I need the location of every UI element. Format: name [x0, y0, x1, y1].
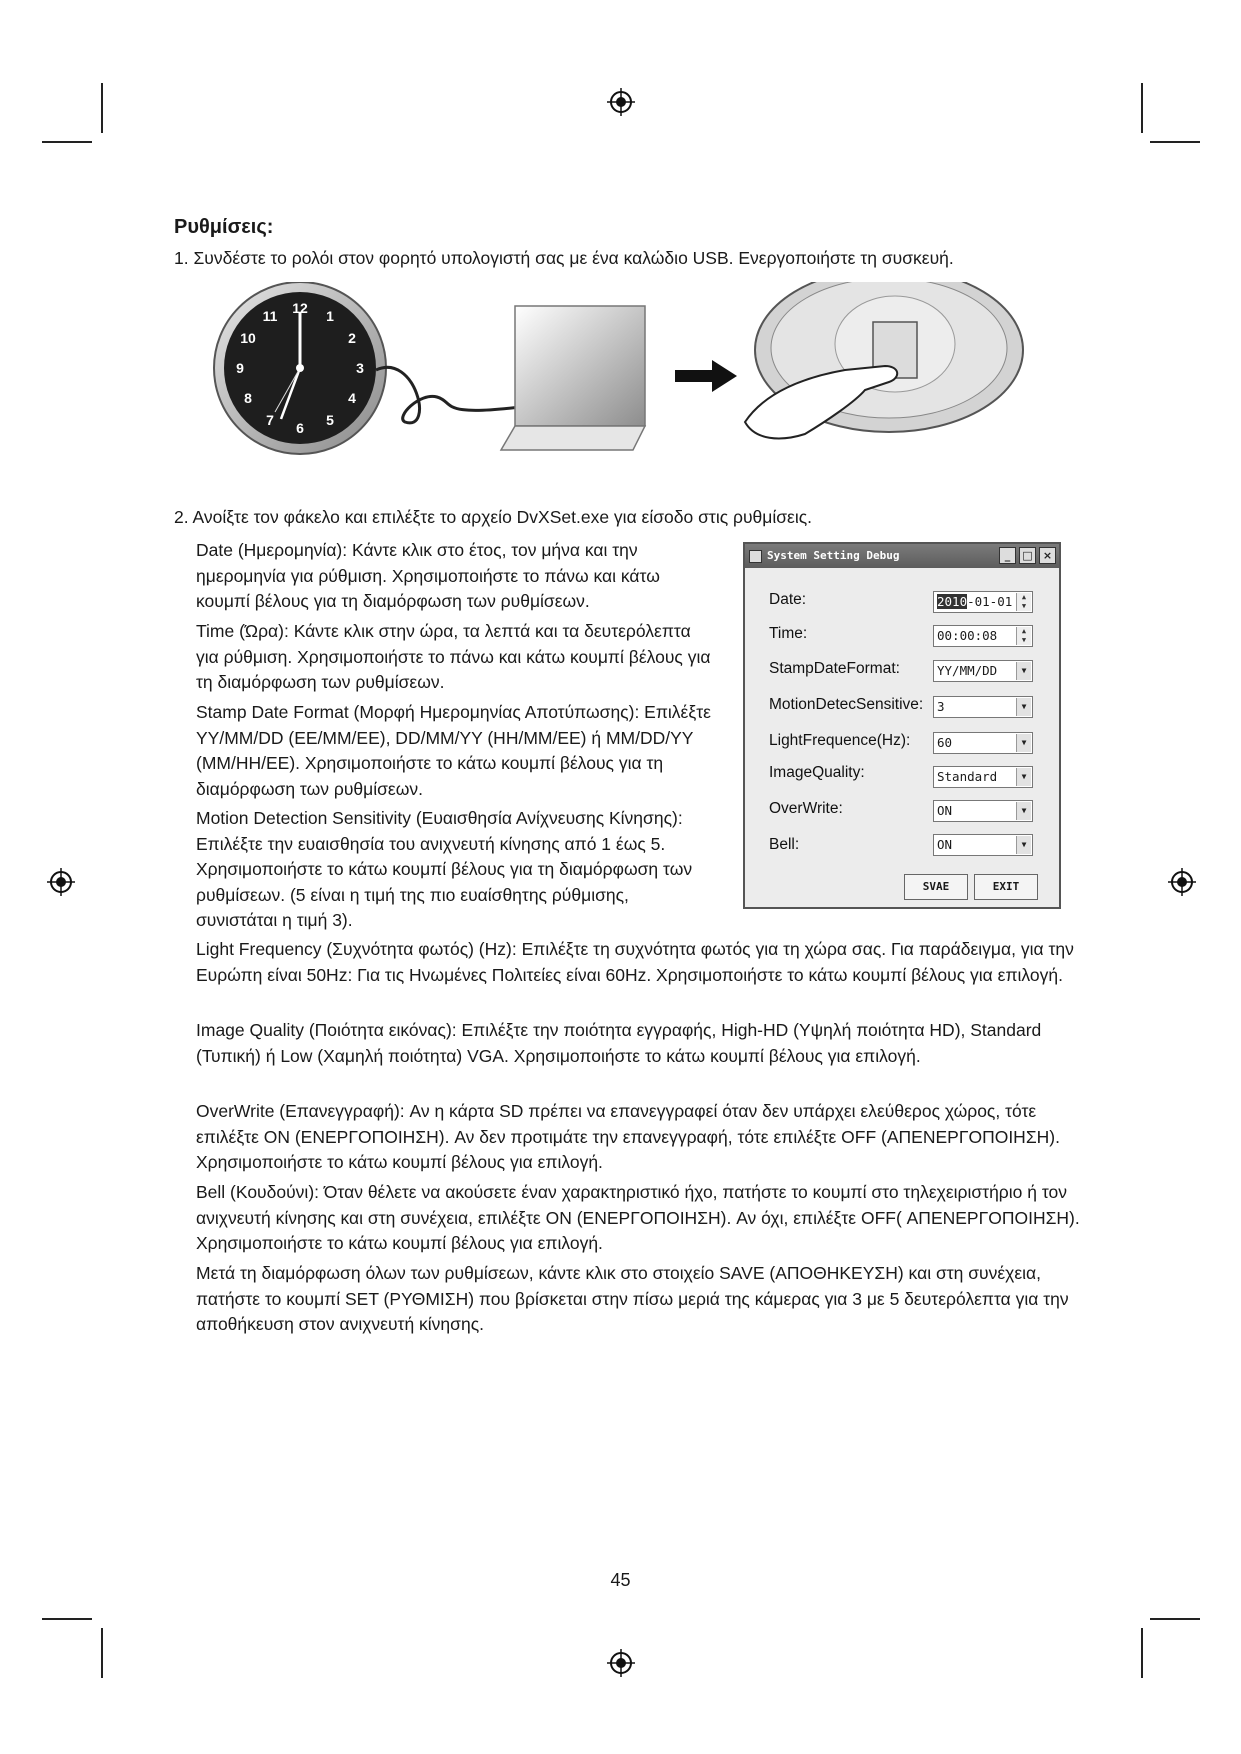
clock-numeral: 3: [356, 360, 364, 376]
crop-mark: [1141, 1628, 1143, 1678]
motion-sensitivity-value: 3: [937, 699, 945, 714]
bell-select[interactable]: [933, 834, 1033, 856]
clock-numeral: 2: [348, 330, 356, 346]
clock-numeral: 11: [262, 308, 278, 324]
time-paragraph: Time (Ώρα): Κάντε κλικ στην ώρα, τα λεπτά και τα δευτερόλεπτα για ρύθμιση. Χρησιμοποιήστε το πάνω και κάτω κουμπί βέλους για τη διαμόρφωση των ρυθμίσεων.: [196, 621, 711, 692]
minimize-button[interactable]: _: [999, 547, 1016, 564]
clock-numeral: 8: [244, 390, 252, 406]
app-icon: [749, 550, 762, 563]
step-1-text: 1. Συνδέστε το ρολόι στον φορητό υπολογιστή σας με ένα καλώδιο USB. Ενεργοποιήστε τη συσκευή.: [174, 248, 954, 268]
clock-numeral: 7: [266, 412, 274, 428]
date-spinner[interactable]: [933, 591, 1033, 613]
light-frequency-label: LightFrequence(Hz):: [769, 732, 911, 749]
stamp-date-format-paragraph: Stamp Date Format (Μορφή Ημερομηνίας Αποτύπωσης): Επιλέξτε YY/MM/DD (EE/MM/EE), DD/MM/YY (HH/MM/EE) ή MM/DD/YY (MM/HH/EE). Χρησιμοποιήστε το κάτω κουμπί βέλους για τη διαμόρφωση των ρυθμίσεων.: [196, 702, 711, 799]
motion-sensitivity-paragraph: Motion Detection Sensitivity (Ευαισθησία Ανίχνευσης Κίνησης): Επιλέξτε την ευαισθησία του ανιχνευτή κίνησης από 1 έως 5. Χρησιμοποιήστε το κάτω κουμπί βέλους για τη διαμόρφωση των ρυθμίσεων. (5 είναι η τιμή της πιο ευαίσθητης ρύθμισης, συνιστάται η τιμή 3).: [196, 808, 693, 930]
save-instructions-paragraph: Μετά τη διαμόρφωση όλων των ρυθμίσεων, κάντε κλικ στο στοιχείο SAVE (ΑΠΟΘΗΚΕΥΣΗ) και στη συνέχεια, πατήστε το κουμπί SET (ΡΥΘΜΙΣΗ) που βρίσκεται στην πίσω μεριά της κάμερας για 3 με 5 δευτερόλεπτα για την αποθήκευση στον ανιχνευτή κίνησης.: [196, 1263, 1069, 1334]
registration-mark-icon: [46, 867, 76, 897]
crop-mark: [1141, 83, 1143, 133]
registration-mark-icon: [1167, 867, 1197, 897]
date-year-selected: 2010: [937, 594, 968, 609]
light-frequency-select[interactable]: [933, 732, 1033, 754]
overwrite-select[interactable]: [933, 800, 1033, 822]
overwrite-label: OverWrite:: [769, 800, 843, 817]
laptop-icon: [501, 306, 645, 450]
clock-numeral: 6: [296, 420, 304, 436]
time-value: 00:00:08: [937, 628, 998, 643]
date-rest: -01-01: [967, 594, 1013, 609]
maximize-button[interactable]: □: [1019, 547, 1036, 564]
spin-arrows-icon[interactable]: ▲ ▼: [1016, 593, 1031, 611]
chevron-down-icon[interactable]: ▼: [1016, 802, 1031, 820]
bell-label: Bell:: [769, 836, 800, 853]
arrow-right-icon: [675, 360, 737, 392]
save-button[interactable]: SVAE: [904, 874, 968, 900]
chevron-down-icon[interactable]: ▼: [1016, 662, 1031, 680]
system-setting-dialog: [743, 542, 1061, 909]
chevron-down-icon[interactable]: ▼: [1016, 734, 1031, 752]
time-spinner[interactable]: [933, 625, 1033, 647]
light-frequency-value: 60: [937, 735, 953, 750]
image-quality-paragraph: Image Quality (Ποιότητα εικόνας): Επιλέξτε την ποιότητα εγγραφής, High-HD (Υψηλή ποιότητα HD), Standard (Τυπική) ή Low (Χαμηλή ποιότητα) VGA. Χρησιμοποιήστε το κάτω κουμπί βέλους για επιλογή.: [196, 1020, 1042, 1066]
crop-mark: [101, 83, 103, 133]
crop-mark: [42, 1618, 92, 1620]
image-quality-label: ImageQuality:: [769, 764, 865, 781]
registration-mark-icon: [606, 1648, 636, 1678]
stamp-date-format-select[interactable]: [933, 660, 1033, 682]
clock-numeral: 10: [240, 330, 256, 346]
clock-back-with-hand-icon: [745, 282, 1023, 438]
clock-numeral: 5: [326, 412, 334, 428]
overwrite-paragraph: OverWrite (Επανεγγραφή): Αν η κάρτα SD πρέπει να επανεγγραφεί όταν δεν υπάρχει ελεύθερος χώρος, τότε επιλέξτε ON (ΕΝΕΡΓΟΠΟΙΗΣΗ). Αν δεν προτιμάτε την επανεγγραφή, τότε επιλέξτε OFF (ΑΠΕΝΕΡΓΟΠΟΙΗΣΗ). Χρησιμοποιήστε το κάτω κουμπί βέλους για επιλογή.: [196, 1101, 1060, 1172]
registration-mark-icon: [606, 87, 636, 117]
spin-arrows-icon[interactable]: ▲ ▼: [1016, 627, 1031, 645]
motion-sensitivity-label: MotionDetecSensitive:: [769, 696, 924, 713]
date-label: Date:: [769, 591, 807, 608]
exit-button[interactable]: EXIT: [974, 874, 1038, 900]
dialog-titlebar[interactable]: [745, 544, 1059, 568]
usb-connection-illustration: [205, 282, 1065, 482]
crop-mark: [1150, 1618, 1200, 1620]
wall-clock-icon: [214, 282, 386, 454]
chevron-down-icon[interactable]: ▼: [1016, 836, 1031, 854]
crop-mark: [1150, 141, 1200, 143]
clock-numeral: 1: [326, 308, 334, 324]
chevron-down-icon[interactable]: ▼: [1016, 768, 1031, 786]
image-quality-select[interactable]: [933, 766, 1033, 788]
motion-sensitivity-select[interactable]: [933, 696, 1033, 718]
page-number: 45: [610, 1570, 631, 1590]
stamp-date-format-label: StampDateFormat:: [769, 660, 900, 677]
close-button[interactable]: ×: [1039, 547, 1056, 564]
stamp-date-format-value: YY/MM/DD: [937, 663, 998, 678]
image-quality-value: Standard: [937, 769, 998, 784]
overwrite-value: ON: [937, 803, 953, 818]
clock-numeral: 4: [348, 390, 356, 406]
light-frequency-paragraph: Light Frequency (Συχνότητα φωτός) (Hz): Επιλέξτε τη συχνότητα φωτός για τη χώρα σας. Για παράδειγμα, για την Ευρώπη είναι 50Hz: Για τις Ηνωμένες Πολιτείες είναι 60Hz. Χρησιμοποιήστε το κάτω κουμπί βέλους για επιλογή.: [196, 939, 1074, 985]
step-2-text: 2. Ανοίξτε τον φάκελο και επιλέξτε το αρχείο DvXSet.exe για είσοδο στις ρυθμίσεις.: [174, 507, 813, 527]
crop-mark: [101, 1628, 103, 1678]
bell-value: ON: [937, 837, 953, 852]
bell-paragraph: Bell (Κουδούνι): Όταν θέλετε να ακούσετε έναν χαρακτηριστικό ήχο, πατήστε το κουμπί στο τηλεχειριστήριο ή τον ανιχνευτή κίνησης και στη συνέχεια, επιλέξτε ON (ΕΝΕΡΓΟΠΟΙΗΣΗ). Αν όχι, επιλέξτε OFF( ΑΠΕΝΕΡΓΟΠΟΙΗΣΗ). Χρησιμοποιήστε το κάτω κουμπί βέλους για επιλογή.: [196, 1182, 1080, 1253]
page-heading: Ρυθμίσεις:: [174, 216, 274, 238]
dialog-title: System Setting Debug: [767, 549, 900, 562]
clock-numeral: 9: [236, 360, 244, 376]
date-paragraph: Date (Ημερομηνία): Κάντε κλικ στο έτος, τον μήνα και την ημερομηνία για ρύθμιση. Χρησιμοποιήστε το πάνω και κάτω κουμπί βέλους για τη διαμόρφωση των ρυθμίσεων.: [196, 540, 660, 611]
crop-mark: [42, 141, 92, 143]
clock-numeral: 12: [292, 300, 308, 316]
time-label: Time:: [769, 625, 808, 642]
chevron-down-icon[interactable]: ▼: [1016, 698, 1031, 716]
